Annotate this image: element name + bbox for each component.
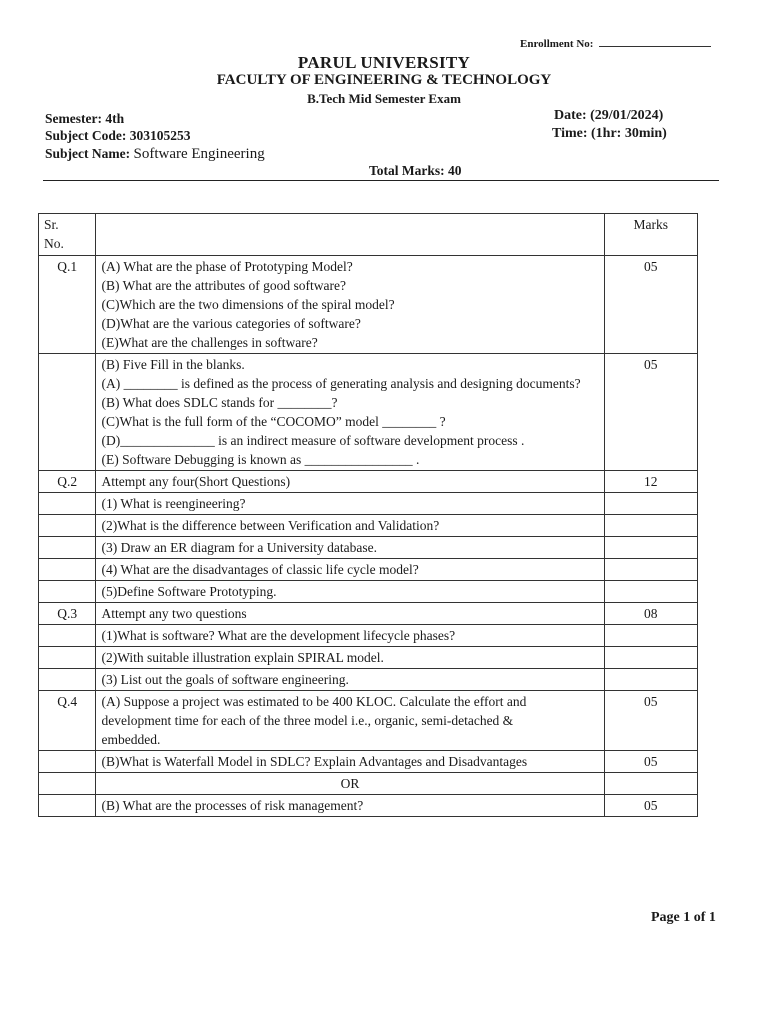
q1a-line: (D)What are the various categories of software?: [101, 316, 361, 331]
total-marks: Total Marks: 40: [369, 163, 462, 178]
q2-item: (2)What is the difference between Verification and Validation?: [96, 515, 604, 537]
table-row: [39, 493, 698, 515]
q1b-marks: 05: [604, 354, 697, 471]
sr-q4: Q.4: [39, 691, 96, 751]
q2-item: (4) What are the disadvantages of classic life cycle model?: [96, 559, 604, 581]
q3-title: Attempt any two questions: [96, 603, 604, 625]
table-row: [39, 625, 698, 647]
table-row-q3-title: [39, 603, 698, 625]
sr-header-line2: No.: [44, 236, 64, 251]
q4a-line: development time for each of the three model i.e., organic, semi-detached &: [101, 713, 514, 728]
university-name: PARUL UNIVERSITY: [297, 53, 471, 72]
enrollment-blank-line: [599, 46, 711, 47]
q1b-line: (B) What does SDLC stands for ________?: [101, 395, 338, 410]
sr-q3: Q.3: [39, 603, 96, 625]
sr-q1: Q.1: [39, 256, 96, 354]
header-divider: [43, 180, 719, 181]
or-separator: OR: [96, 773, 604, 795]
exam-time: Time: (1hr: 30min): [552, 126, 667, 141]
sr-header-line1: Sr.: [44, 217, 59, 232]
table-row-q4b: [39, 751, 698, 773]
subject-name-value: Software Engineering: [133, 146, 265, 162]
q3-item: (3) List out the goals of software engineering.: [96, 669, 604, 691]
page-number: Page 1 of 1: [651, 910, 716, 925]
subject-code: Subject Code: 303105253: [45, 128, 191, 143]
q3-item: (2)With suitable illustration explain SPIRAL model.: [96, 647, 604, 669]
q1b-line: (E) Software Debugging is known as ________________ .: [101, 452, 420, 467]
subject-name-label: Subject Name:: [45, 146, 131, 161]
q4a-line: (A) Suppose a project was estimated to be 400 KLOC. Calculate the effort and: [101, 694, 527, 709]
q4b-alt-text: (B) What are the processes of risk management?: [96, 795, 604, 817]
question-header: [96, 214, 604, 256]
q1a-marks: 05: [604, 256, 697, 354]
q4b-text: (B)What is Waterfall Model in SDLC? Explain Advantages and Disadvantages: [96, 751, 604, 773]
table-row-or: [39, 773, 698, 795]
table-row: [39, 515, 698, 537]
table-row-q2-title: [39, 471, 698, 493]
q3-marks: 08: [604, 603, 697, 625]
q4b-alt-marks: 05: [604, 795, 697, 817]
q1b-line: (B) Five Fill in the blanks.: [101, 357, 245, 372]
q3-item: (1)What is software? What are the development lifecycle phases?: [96, 625, 604, 647]
q2-item: (5)Define Software Prototyping.: [96, 581, 604, 603]
sr-header: [39, 214, 96, 256]
table-row-q1b: [39, 354, 698, 471]
table-header-row: [39, 214, 698, 256]
q4a-line: embedded.: [101, 732, 161, 747]
q1b-line: (D)______________ is an indirect measure of software development process .: [101, 433, 525, 448]
q4a-marks: 05: [604, 691, 697, 751]
table-row-q1a: [39, 256, 698, 354]
q2-item: (3) Draw an ER diagram for a University database.: [96, 537, 604, 559]
q1a-text: [96, 256, 604, 354]
q2-title: Attempt any four(Short Questions): [96, 471, 604, 493]
subject-name: [45, 146, 265, 163]
q4a-text: [96, 691, 604, 751]
q1a-line: (C)Which are the two dimensions of the spiral model?: [101, 297, 395, 312]
table-row: [39, 559, 698, 581]
q1a-line: (B) What are the attributes of good software?: [101, 278, 347, 293]
q2-item: (1) What is reengineering?: [96, 493, 604, 515]
table-row: [39, 581, 698, 603]
q1a-line: (A) What are the phase of Prototyping Model?: [101, 259, 353, 274]
table-row: [39, 669, 698, 691]
question-table: [38, 213, 698, 817]
marks-header: Marks: [604, 214, 697, 256]
q1b-text: [96, 354, 604, 471]
faculty-name: FACULTY OF ENGINEERING & TECHNOLOGY: [216, 72, 552, 88]
enrollment-label-text: Enrollment No:: [520, 38, 594, 50]
exam-title: B.Tech Mid Semester Exam: [307, 91, 461, 106]
table-row: [39, 537, 698, 559]
exam-date: Date: (29/01/2024): [554, 108, 664, 123]
semester: Semester: 4th: [45, 111, 125, 126]
q1b-line: (A) ________ is defined as the process of generating analysis and designing documents?: [101, 376, 581, 391]
q2-marks: 12: [604, 471, 697, 493]
sr-q2: Q.2: [39, 471, 96, 493]
q1a-line: (E)What are the challenges in software?: [101, 335, 318, 350]
table-row-q4a: [39, 691, 698, 751]
table-row: [39, 647, 698, 669]
q1b-line: (C)What is the full form of the “COCOMO” model ________ ?: [101, 414, 446, 429]
sr-q1b: [39, 354, 96, 471]
enrollment-label: [520, 38, 711, 50]
q4b-marks: 05: [604, 751, 697, 773]
table-row-q4b-alt: [39, 795, 698, 817]
